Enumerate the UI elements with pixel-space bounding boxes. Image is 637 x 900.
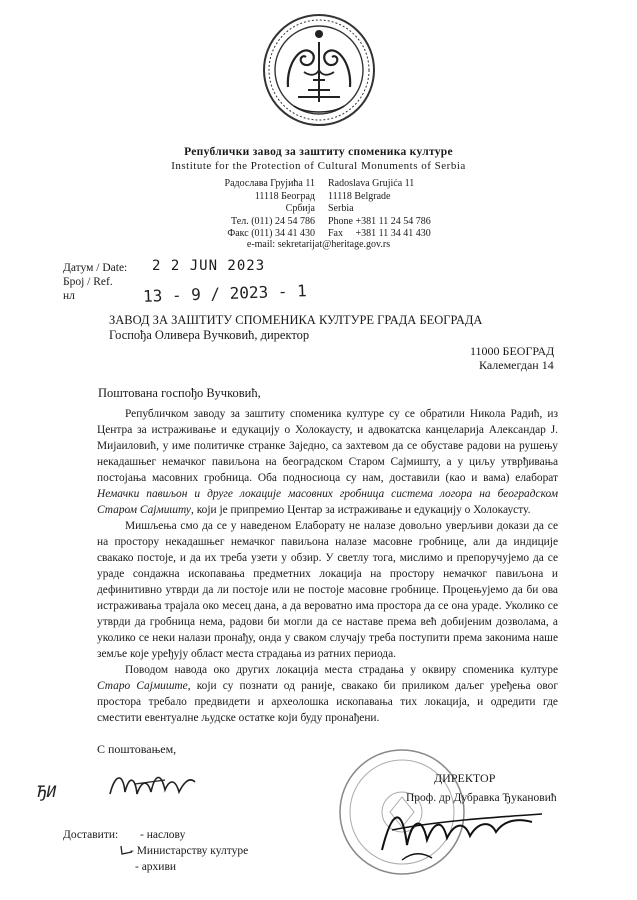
recipient-institution: ЗАВОД ЗА ЗАШТИТУ СПОМЕНИКА КУЛТУРЕ ГРАДА БЕОГРАДА bbox=[109, 313, 483, 327]
ref-label: Број / Ref. bbox=[63, 276, 113, 288]
delivery-label: Доставити: bbox=[63, 829, 119, 841]
recipient-street: Калемегдан 14 bbox=[479, 358, 554, 372]
paragraph-text: Мишљења смо да се у наведеном Елаборату не налазе довољно уверљиви докази да се на простору некадашњег немачког павиљона налазе масовне гробнице, али да индиције свакако постоје, и да их треба узети у обзир. У светлу тога, мислимо и препоручујемо да се ураде сондажна ископавања предметних локација на простору немачког павиљона и дефинитивно утврди да ли постоје или не постоје масовне гробнице. Процењујемо да би ова истраживања трајала око месец дана, а да вероватно има простора да се она ураде. Уколико се утврди да гробница нема, радови би могли да се наставе према већ добијеним дозволама, а уколико се неки налази пронађу, онда у сваком случају треба поступити према законима наше земље које уређују област места страдања из ратних периода. bbox=[97, 520, 558, 660]
check-mark-icon bbox=[118, 842, 136, 860]
body-paragraph-2 bbox=[97, 518, 558, 662]
paragraph-text: , који је припремио Центар за истраживање и едукацију о Холокаусту. bbox=[191, 504, 531, 516]
delivery-item: - архиви bbox=[135, 861, 177, 873]
closing-phrase: С поштовањем, bbox=[97, 742, 177, 756]
ref-label-suffix: нл bbox=[63, 290, 75, 302]
recipient-person: Госпођа Оливера Вучковић, директор bbox=[109, 328, 310, 342]
institute-name-english: Institute for the Protection of Cultural Monuments of Serbia bbox=[171, 160, 466, 172]
paragraph-text: Републичком заводу за заштиту споменика културе су се обратили Никола Радић, из Центра за истраживање и едукацију о Холокаусту, и адвокатска канцеларија Александар Ј. Мијаиловић, у име политичке странке Заједно, са захтевом да се обуставе радови на рушењу некадашњег немачког павиљона на београдском Старом Сајмишту, а у циљу утврђивања постојања масовних гробница. Оба подносиоца су нам, доставили (као и вама) елаборат bbox=[97, 408, 558, 484]
body-paragraph-3 bbox=[97, 662, 558, 726]
body-paragraph-1 bbox=[97, 406, 558, 518]
address-sr-line: Факс (011) 34 41 430 bbox=[227, 228, 315, 239]
paragraph-italic: Старо Сајмиште bbox=[97, 680, 188, 692]
address-sr-line: Тел. (011) 24 54 786 bbox=[231, 215, 315, 227]
address-sr-line: 11118 Београд bbox=[254, 190, 315, 202]
delivery-item: - наслову bbox=[140, 829, 186, 841]
marginal-note: ЂИ bbox=[37, 782, 57, 801]
recipient-city: 11000 БЕОГРАД bbox=[470, 344, 555, 358]
email-address: e-mail: sekretarijat@heritage.gov.rs bbox=[246, 239, 391, 250]
paragraph-text: , који су познати од раније, свакако би приликом даљег уређења овог простора требало предвидети и археолошка ископавања тих локација, и одредити где сместити евентуалне људске остатке који буду пронађени. bbox=[97, 680, 558, 724]
address-en-line: Fax +381 11 34 41 430 bbox=[328, 228, 431, 239]
address-sr-line: Радослава Грујића 11 bbox=[224, 178, 315, 189]
date-label: Датум / Date: bbox=[63, 262, 128, 274]
address-en-line: 11118 Belgrade bbox=[328, 190, 391, 202]
institute-name-serbian: Републички завод за заштиту споменика културе bbox=[184, 146, 453, 158]
date-stamp: 2 2 JUN 2023 bbox=[152, 258, 266, 274]
delivery-item: - Министарству културе bbox=[130, 845, 249, 857]
address-sr-line: Србија bbox=[285, 203, 315, 214]
paragraph-text: Поводом навода око других локација места страдања у оквиру споменика културе bbox=[125, 664, 558, 676]
address-en-line: Serbia bbox=[328, 203, 354, 214]
director-title: ДИРЕКТОР bbox=[434, 771, 496, 785]
director-name: Проф. др Дубравка Ђукановић bbox=[406, 792, 557, 804]
director-signature bbox=[372, 800, 552, 870]
address-serbian bbox=[195, 178, 315, 241]
institute-emblem-logo bbox=[258, 2, 380, 142]
paragraph-italic: Немачки павиљон и друге локације масовних гробница система логора на београдском Старом Сајмишту bbox=[97, 488, 558, 516]
address-en-line: Radoslava Grujića 11 bbox=[328, 178, 415, 189]
reference-number-handwritten: 13 - 9 / 2023 - 1 bbox=[142, 281, 308, 306]
salutation: Поштована госпођо Вучковић, bbox=[98, 386, 261, 400]
address-en-line: Phone +381 11 24 54 786 bbox=[328, 215, 431, 227]
address-english bbox=[328, 178, 468, 241]
initials-signature bbox=[105, 764, 200, 804]
